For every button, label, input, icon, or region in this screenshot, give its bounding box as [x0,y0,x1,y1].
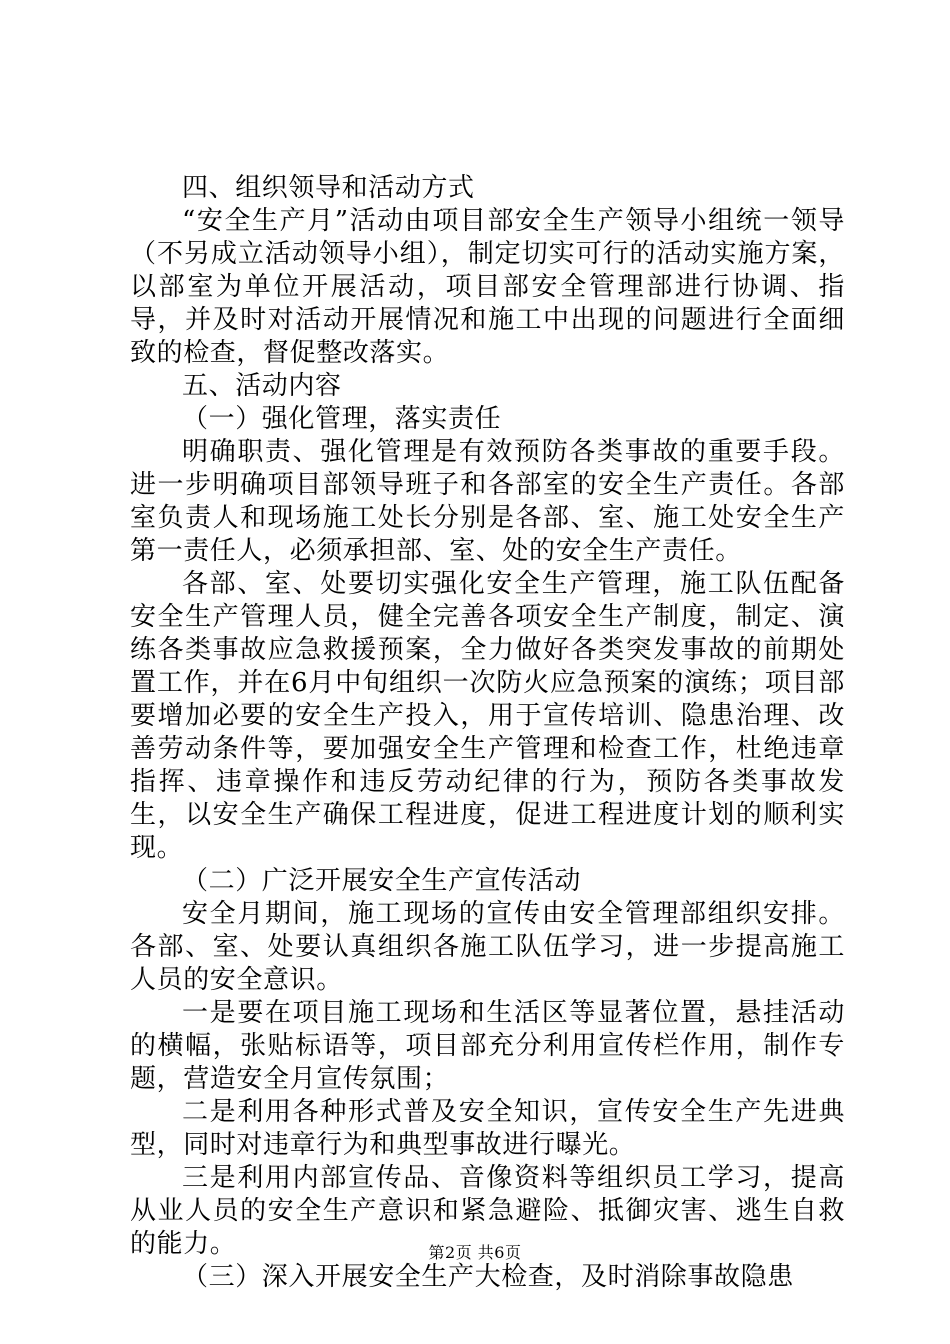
page-number: 第2页 共6页 [428,1243,522,1262]
paragraph-management: 各部、室、处要切实强化安全生产管理，施工队伍配备安全生产管理人员，健全完善各项安全生产制度，制定、演练各类事故应急救援预案，全力做好各类突发事故的前期处置工作，并在6月中旬组织一次防火应急预案的演练；项目部要增加必要的安全生产投入，用于宣传培训、隐患治理、改善劳动条件等，要加强安全生产管理和检查工作，杜绝违章指挥、违章操作和违反劳动纪律的行为，预防各类事故发生，以安全生产确保工程进度，促进工程进度计划的顺利实现。 [130,569,845,863]
document-body [130,172,845,1294]
subsection-heading-1: （一）强化管理，落实责任 [182,404,502,434]
paragraph-item-3: 三是利用内部宣传品、音像资料等组织员工学习，提高从业人员的安全生产意识和紧急避险、抵御灾害、逃生自救的能力。 [130,1163,845,1259]
subsection-heading-2: （二）广泛开展安全生产宣传活动 [182,866,582,896]
section-heading-5: 五、活动内容 [182,371,342,401]
section-heading-4: 四、组织领导和活动方式 [182,173,475,203]
paragraph-responsibility: 明确职责、强化管理是有效预防各类事故的重要手段。进一步明确项目部领导班子和各部室的安全生产责任。各部室负责人和现场施工处长分别是各部、室、施工处安全生产第一责任人，必须承担部、室、处的安全生产责任。 [130,437,845,566]
subsection-heading-3: （三）深入开展安全生产大检查，及时消除事故隐患 [182,1262,794,1292]
paragraph-leadership: “安全生产月”活动由项目部安全生产领导小组统一领导（不另成立活动领导小组），制定切实可行的活动实施方案，以部室为单位开展活动，项目部安全管理部进行协调、指导，并及时对活动开展情况和施工中出现的问题进行全面细致的检查，督促整改落实。 [130,206,845,368]
paragraph-item-2: 二是利用各种形式普及安全知识，宣传安全生产先进典型，同时对违章行为和典型事故进行曝光。 [130,1097,845,1160]
paragraph-publicity: 安全月期间，施工现场的宣传由安全管理部组织安排。各部、室、处要认真组织各施工队伍学习，进一步提高施工人员的安全意识。 [130,899,845,995]
paragraph-item-1: 一是要在项目施工现场和生活区等显著位置，悬挂活动的横幅，张贴标语等，项目部充分利用宣传栏作用，制作专题，营造安全月宣传氛围； [130,998,845,1094]
